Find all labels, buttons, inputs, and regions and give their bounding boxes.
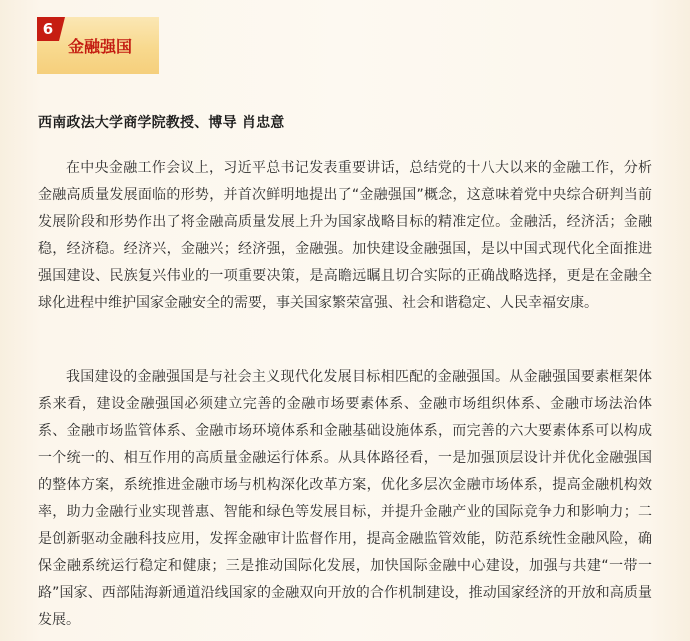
body-paragraph-2: 我国建设的金融强国是与社会主义现代化发展目标相匹配的金融强国。从金融强国要素框架体系来看，建设金融强国必须建立完善的金融市场要素体系、金融市场组织体系、金融市场法治体系、金融市场监管体系、金融市场环境体系和金融基础设施体系，而完善的六大要素体系可以构成一个统一的、相互作用的高质量金融运行体系。从具体路径看，一是加强顶层设计并优化金融强国的整体方案，系统推进金融市场与机构深化改革方案，优化多层次金融市场体系，提高金融机构效率，助力金融行业实现普惠、智能和绿色等发展目标，并提升金融产业的国际竞争力和影响力；二是创新驱动金融科技应用，发挥金融审计监督作用，提高金融监管效能，防范系统性金融风险，确保金融系统运行稳定和健康；三是推动国际化发展，加快国际金融中心建设，加强与共建“一带一路”国家、西部陆海新通道沿线国家的金融双向开放的合作机制建设，推动国家经济的开放和高质量发展。 xyxy=(38,369,652,628)
body-paragraph-1: 在中央金融工作会议上，习近平总书记发表重要讲话，总结党的十八大以来的金融工作，分析金融高质量发展面临的形势，并首次鲜明地提出了“金融强国”概念，这意味着党中央综合研判当前发展阶段和形势作出了将金融高质量发展上升为国家战略目标的精准定位。金融活，经济活；金融稳，经济稳。经济兴，金融兴；经济强，金融强。加快建设金融强国，是以中国式现代化全面推进强国建设、民族复兴伟业的一项重要决策，是高瞻远瞩且切合实际的正确战略选择，更是在金融全球化进程中维护国家金融安全的需要，事关国家繁荣富强、社会和谐稳定、人民幸福安康。 xyxy=(38,160,652,311)
section-title: 金融强国 xyxy=(68,37,133,56)
author-byline: 西南政法大学商学院教授、博导 肖忠意 xyxy=(38,115,285,131)
section-number: 6 xyxy=(37,17,59,41)
section-header-badge xyxy=(37,17,159,74)
